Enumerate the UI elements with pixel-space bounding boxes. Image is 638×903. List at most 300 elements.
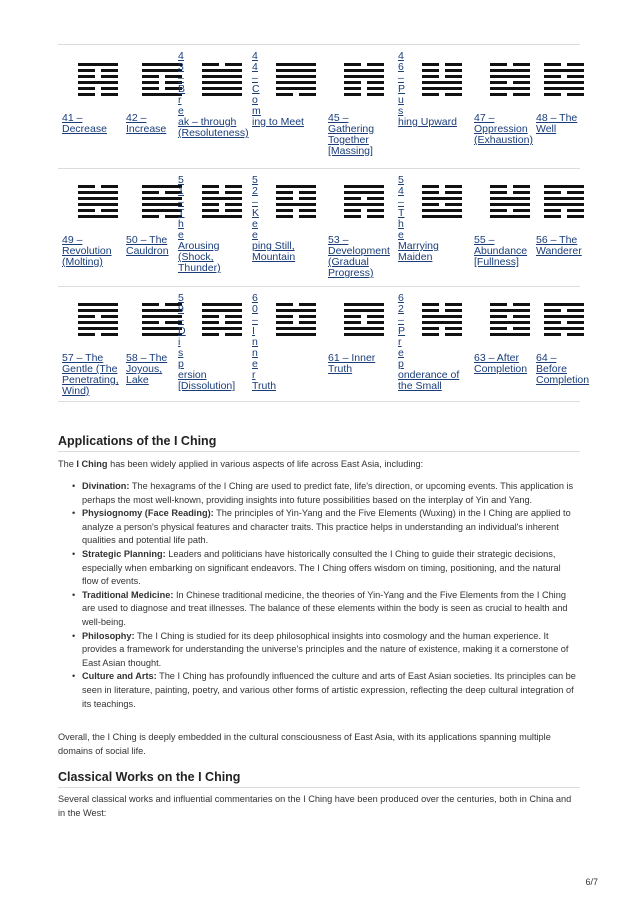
broken-line xyxy=(344,81,384,84)
link-char: r xyxy=(252,369,256,381)
solid-line xyxy=(344,191,384,194)
hexagram-link-vertical[interactable] xyxy=(398,293,408,370)
line-segment xyxy=(276,215,293,218)
broken-line xyxy=(202,203,242,206)
broken-line xyxy=(276,209,316,212)
line-segment xyxy=(445,191,462,194)
broken-line xyxy=(142,87,182,90)
hexagram-link-vertical[interactable] xyxy=(398,175,408,241)
hexagram-symbol xyxy=(490,185,530,221)
link-char: – xyxy=(398,196,404,208)
broken-line xyxy=(344,315,384,318)
line-segment xyxy=(445,203,462,206)
broken-line xyxy=(422,185,462,188)
line-segment xyxy=(544,309,561,312)
solid-line xyxy=(422,197,462,200)
hexagram-symbol xyxy=(490,303,530,339)
solid-line xyxy=(276,63,316,66)
link-char: 5 xyxy=(252,174,258,186)
hexagram-cell xyxy=(178,287,252,401)
broken-line xyxy=(276,197,316,200)
line-segment xyxy=(344,321,361,324)
solid-line xyxy=(78,303,118,306)
line-segment xyxy=(78,185,95,188)
line-segment xyxy=(202,303,242,306)
hexagram-link[interactable]: 49 – Revolution (Molting) xyxy=(62,234,112,268)
hexagram-symbol xyxy=(78,185,118,221)
hexagram-link[interactable]: 53 – Development (Gradual Progress) xyxy=(328,234,390,279)
hexagram-symbol xyxy=(78,63,118,99)
line-segment xyxy=(202,69,242,72)
solid-line xyxy=(78,63,118,66)
application-text: The I Ching has profoundly influenced the culture and arts of East Asian societies. Its principles can be seen in literature, painting, poetry, and various other forms of artistic expression, reflecting the deep cultural integration of its teachings. xyxy=(82,671,576,709)
link-char: s xyxy=(178,347,184,359)
line-segment xyxy=(78,191,118,194)
hexagram-link-vertical[interactable] xyxy=(252,293,262,381)
broken-line xyxy=(276,215,316,218)
solid-line xyxy=(344,69,384,72)
broken-line xyxy=(490,81,530,84)
link-char: 2 xyxy=(398,303,404,315)
broken-line xyxy=(544,215,584,218)
broken-line xyxy=(202,321,242,324)
line-segment xyxy=(567,321,584,324)
line-segment xyxy=(544,75,561,78)
line-segment xyxy=(422,215,462,218)
line-segment xyxy=(142,191,159,194)
line-segment xyxy=(422,321,462,324)
line-segment xyxy=(567,63,584,66)
line-segment xyxy=(202,81,242,84)
hexagram-cell xyxy=(62,45,126,168)
line-segment xyxy=(344,69,384,72)
solid-line xyxy=(490,309,530,312)
line-segment xyxy=(225,185,242,188)
hexagram-link[interactable]: hing Upward xyxy=(398,116,457,128)
hexagram-link[interactable]: 42 – Increase xyxy=(126,112,167,135)
line-segment xyxy=(202,315,219,318)
line-segment xyxy=(490,63,507,66)
hexagram-cell xyxy=(252,45,328,168)
line-segment xyxy=(202,321,219,324)
hexagram-cell xyxy=(398,169,474,286)
line-segment xyxy=(422,303,439,306)
line-segment xyxy=(344,215,361,218)
intro-post: has been widely applied in various aspects of life across East Asia, including: xyxy=(107,459,424,469)
solid-line xyxy=(202,93,242,96)
application-item xyxy=(72,480,578,507)
hexagram-cell xyxy=(536,169,580,286)
hexagram-link[interactable]: Truth xyxy=(252,380,277,392)
application-title: Divination: xyxy=(82,481,130,491)
line-segment xyxy=(78,75,95,78)
solid-line xyxy=(276,87,316,90)
line-segment xyxy=(422,197,462,200)
line-segment xyxy=(78,203,118,206)
hexagram-symbol xyxy=(276,185,316,221)
hexagram-symbol xyxy=(202,303,242,339)
applications-intro xyxy=(58,457,580,471)
application-item xyxy=(72,507,578,548)
line-segment xyxy=(225,321,242,324)
hexagram-link[interactable]: 57 – The Gentle (The Penetrating, Wind) xyxy=(62,352,119,397)
link-char: 4 xyxy=(398,50,404,62)
link-char: D xyxy=(178,325,186,337)
broken-line xyxy=(142,81,182,84)
line-segment xyxy=(276,327,316,330)
link-char: e xyxy=(178,229,184,241)
solid-line xyxy=(276,309,316,312)
hexagram-cell xyxy=(252,287,328,401)
hexagram-symbol xyxy=(544,303,584,339)
link-char: 1 xyxy=(178,185,184,197)
hexagram-link[interactable]: 63 – After Completion xyxy=(474,352,528,375)
line-segment xyxy=(78,87,95,90)
line-segment xyxy=(344,197,361,200)
line-segment xyxy=(422,93,439,96)
line-segment xyxy=(513,63,530,66)
link-char: – xyxy=(252,196,258,208)
hexagram-cell xyxy=(62,287,126,401)
solid-line xyxy=(276,203,316,206)
hexagram-link[interactable]: ing to Meet xyxy=(252,116,304,128)
line-segment xyxy=(422,63,439,66)
line-segment xyxy=(367,215,384,218)
line-segment xyxy=(142,303,159,306)
line-segment xyxy=(422,309,439,312)
line-segment xyxy=(490,197,530,200)
line-segment xyxy=(445,69,462,72)
line-segment xyxy=(490,315,507,318)
line-segment xyxy=(142,327,182,330)
link-char: 0 xyxy=(252,303,258,315)
solid-line xyxy=(142,185,182,188)
hexagram-link[interactable]: 45 – Gathering Together [Massing] xyxy=(328,112,375,157)
broken-line xyxy=(544,191,584,194)
solid-line xyxy=(544,87,584,90)
broken-line xyxy=(142,303,182,306)
broken-line xyxy=(276,93,316,96)
hexagram-link[interactable]: 48 – The Well xyxy=(536,112,578,135)
line-segment xyxy=(422,327,439,330)
solid-line xyxy=(78,197,118,200)
broken-line xyxy=(422,93,462,96)
hexagram-row-2 xyxy=(58,169,580,287)
link-char: 6 xyxy=(252,292,258,304)
solid-line xyxy=(78,191,118,194)
link-char: P xyxy=(398,325,406,337)
line-segment xyxy=(544,197,584,200)
line-segment xyxy=(544,215,561,218)
hexagram-link[interactable]: onderance of the Small xyxy=(398,369,460,392)
line-segment xyxy=(445,185,462,188)
solid-line xyxy=(78,81,118,84)
hexagram-symbol xyxy=(544,185,584,221)
hexagram-link[interactable]: 56 – The Wanderer xyxy=(536,234,582,257)
line-segment xyxy=(78,209,95,212)
line-segment xyxy=(276,69,316,72)
solid-line xyxy=(544,303,584,306)
broken-line xyxy=(78,315,118,318)
broken-line xyxy=(78,185,118,188)
link-char: p xyxy=(178,358,184,370)
line-segment xyxy=(422,209,462,212)
link-char: n xyxy=(252,347,258,359)
hexagram-link-vertical[interactable] xyxy=(252,51,262,117)
line-segment xyxy=(490,93,507,96)
line-segment xyxy=(299,197,316,200)
link-char: e xyxy=(178,105,184,117)
line-segment xyxy=(513,93,530,96)
link-char: h xyxy=(398,218,404,230)
line-segment xyxy=(202,333,219,336)
hexagram-symbol xyxy=(544,63,584,99)
hexagram-link-vertical[interactable] xyxy=(252,175,262,241)
hexagram-link[interactable]: 64 – Before Completion xyxy=(536,352,590,386)
line-segment xyxy=(78,215,118,218)
applications-divider xyxy=(58,451,580,452)
broken-line xyxy=(202,315,242,318)
link-char: 4 xyxy=(252,50,258,62)
solid-line xyxy=(422,209,462,212)
line-segment xyxy=(142,185,182,188)
line-segment xyxy=(544,303,584,306)
line-segment xyxy=(367,315,384,318)
solid-line xyxy=(544,197,584,200)
link-char: e xyxy=(398,229,404,241)
broken-line xyxy=(202,185,242,188)
line-segment xyxy=(344,63,361,66)
line-segment xyxy=(142,209,182,212)
line-segment xyxy=(101,209,118,212)
line-segment xyxy=(202,215,242,218)
hexagram-cell xyxy=(126,287,178,401)
link-char: T xyxy=(398,207,405,219)
line-segment xyxy=(276,309,316,312)
hexagram-link-vertical[interactable] xyxy=(178,175,188,241)
hexagram-cell xyxy=(474,45,536,168)
hexagram-link[interactable]: 50 – The Cauldron xyxy=(126,234,169,257)
link-char: – xyxy=(178,72,184,84)
broken-line xyxy=(422,333,462,336)
link-char: u xyxy=(398,94,404,106)
solid-line xyxy=(422,215,462,218)
hexagram-link[interactable]: 61 – Inner Truth xyxy=(328,352,376,375)
hexagram-link-vertical[interactable] xyxy=(398,51,408,117)
link-char: – xyxy=(178,314,184,326)
solid-line xyxy=(490,203,530,206)
broken-line xyxy=(78,75,118,78)
line-segment xyxy=(276,93,293,96)
application-title: Strategic Planning: xyxy=(82,548,166,559)
line-segment xyxy=(101,333,118,336)
hexagram-link[interactable]: ak – through (Resoluteness) xyxy=(178,116,249,139)
line-segment xyxy=(490,75,530,78)
application-title: Culture and Arts: xyxy=(82,671,157,682)
line-segment xyxy=(142,315,182,318)
line-segment xyxy=(490,327,507,330)
broken-line xyxy=(544,309,584,312)
solid-line xyxy=(78,215,118,218)
hexagram-link[interactable]: Arousing (Shock, Thunder) xyxy=(178,240,221,274)
hexagram-symbol xyxy=(276,63,316,99)
broken-line xyxy=(490,63,530,66)
solid-line xyxy=(142,203,182,206)
solid-line xyxy=(544,203,584,206)
hexagram-symbol xyxy=(142,185,182,221)
line-segment xyxy=(299,209,316,212)
line-segment xyxy=(101,87,118,90)
broken-line xyxy=(202,191,242,194)
solid-line xyxy=(344,309,384,312)
line-segment xyxy=(544,315,584,318)
link-char: 9 xyxy=(178,303,184,315)
line-segment xyxy=(422,185,439,188)
intro-bold: I Ching xyxy=(76,459,108,469)
hexagram-cell xyxy=(536,287,590,401)
link-char: e xyxy=(252,218,258,230)
line-segment xyxy=(299,303,316,306)
broken-line xyxy=(544,209,584,212)
hexagram-cell xyxy=(178,45,252,168)
line-segment xyxy=(276,209,293,212)
line-segment xyxy=(344,209,361,212)
hexagram-link[interactable]: ersion [Dissolution] xyxy=(178,369,236,392)
broken-line xyxy=(422,63,462,66)
solid-line xyxy=(544,315,584,318)
line-segment xyxy=(344,191,384,194)
line-segment xyxy=(544,203,584,206)
hexagram-link[interactable]: 55 – Abundance [Fullness] xyxy=(474,234,528,268)
solid-line xyxy=(422,87,462,90)
applications-list xyxy=(72,480,578,711)
link-char: B xyxy=(178,83,186,95)
line-segment xyxy=(567,309,584,312)
line-segment xyxy=(202,63,219,66)
broken-line xyxy=(422,327,462,330)
hexagram-symbol xyxy=(202,185,242,221)
line-segment xyxy=(490,215,530,218)
link-char: 5 xyxy=(178,292,184,304)
hexagram-link[interactable]: 58 – The Joyous, Lake xyxy=(126,352,168,386)
line-segment xyxy=(490,309,530,312)
broken-line xyxy=(422,75,462,78)
line-segment xyxy=(276,203,316,206)
line-segment xyxy=(78,69,95,72)
line-segment xyxy=(422,315,462,318)
line-segment xyxy=(344,185,384,188)
solid-line xyxy=(202,327,242,330)
broken-line xyxy=(142,75,182,78)
line-segment xyxy=(276,197,293,200)
line-segment xyxy=(367,87,384,90)
line-segment xyxy=(78,197,118,200)
line-segment xyxy=(78,309,118,312)
link-char: 4 xyxy=(252,61,258,73)
hexagram-cell xyxy=(126,45,178,168)
link-char: 5 xyxy=(398,174,404,186)
hexagram-symbol xyxy=(422,303,462,339)
solid-line xyxy=(344,303,384,306)
line-segment xyxy=(78,315,95,318)
line-segment xyxy=(78,321,118,324)
line-segment xyxy=(202,203,219,206)
line-segment xyxy=(490,321,530,324)
solid-line xyxy=(490,69,530,72)
hexagram-table xyxy=(58,44,590,402)
broken-line xyxy=(490,93,530,96)
broken-line xyxy=(422,303,462,306)
hexagram-symbol xyxy=(344,185,384,221)
hexagram-cell xyxy=(328,45,398,168)
solid-line xyxy=(202,69,242,72)
solid-line xyxy=(490,75,530,78)
line-segment xyxy=(544,63,561,66)
hexagram-link[interactable]: 41 – Decrease xyxy=(62,112,107,135)
hexagram-symbol xyxy=(202,63,242,99)
link-char: o xyxy=(252,94,258,106)
link-char: – xyxy=(252,314,258,326)
line-segment xyxy=(142,81,159,84)
line-segment xyxy=(225,209,242,212)
line-segment xyxy=(344,327,384,330)
solid-line xyxy=(422,321,462,324)
solid-line xyxy=(142,69,182,72)
application-title: Philosophy: xyxy=(82,630,135,641)
hexagram-link[interactable]: 47 – Oppression (Exhaustion) xyxy=(474,112,533,146)
link-char: K xyxy=(252,207,260,219)
line-segment xyxy=(142,309,182,312)
line-segment xyxy=(78,303,118,306)
application-text: The principles of Yin-Yang and the Five Elements (Wuxing) in the I Ching are applied to analyze a person's physical features and character traits. This practice helps in understanding an individual's inherent qualities and potential life path. xyxy=(82,508,571,546)
line-segment xyxy=(367,63,384,66)
application-text: The I Ching is studied for its deep philosophical insights into cosmology and the human experience. It provides a framework for understanding the universe's principles and the nature of existence, making it a cornerstone of East Asian thought. xyxy=(82,630,569,668)
line-segment xyxy=(276,63,316,66)
line-segment xyxy=(445,333,462,336)
line-segment xyxy=(344,87,361,90)
application-text: Leaders and politicians have historically consulted the I Ching to guide their strategic decisions, especially when embarking on significant endeavors. The I Ching offers wisdom on timing, positioning, and the natural flow of events. xyxy=(82,548,561,587)
solid-line xyxy=(142,63,182,66)
hexagram-cell xyxy=(328,287,398,401)
hexagram-link[interactable]: ping Still, Mountain xyxy=(252,240,296,263)
broken-line xyxy=(142,191,182,194)
line-segment xyxy=(202,197,242,200)
broken-line xyxy=(544,63,584,66)
line-segment xyxy=(101,75,118,78)
line-segment xyxy=(445,93,462,96)
line-segment xyxy=(445,303,462,306)
solid-line xyxy=(78,327,118,330)
line-segment xyxy=(445,309,462,312)
line-segment xyxy=(276,87,316,90)
line-segment xyxy=(422,203,439,206)
solid-line xyxy=(422,81,462,84)
hexagram-link-vertical[interactable] xyxy=(178,51,188,117)
line-segment xyxy=(567,215,584,218)
line-segment xyxy=(367,93,384,96)
line-segment xyxy=(142,69,182,72)
hexagram-link-vertical[interactable] xyxy=(178,293,188,370)
line-segment xyxy=(567,93,584,96)
line-segment xyxy=(78,333,95,336)
line-segment xyxy=(344,333,384,336)
hexagram-link[interactable]: Marrying Maiden xyxy=(398,240,439,263)
line-segment xyxy=(445,327,462,330)
line-segment xyxy=(513,185,530,188)
line-segment xyxy=(276,81,316,84)
line-segment xyxy=(544,191,561,194)
link-char: s xyxy=(398,105,404,117)
